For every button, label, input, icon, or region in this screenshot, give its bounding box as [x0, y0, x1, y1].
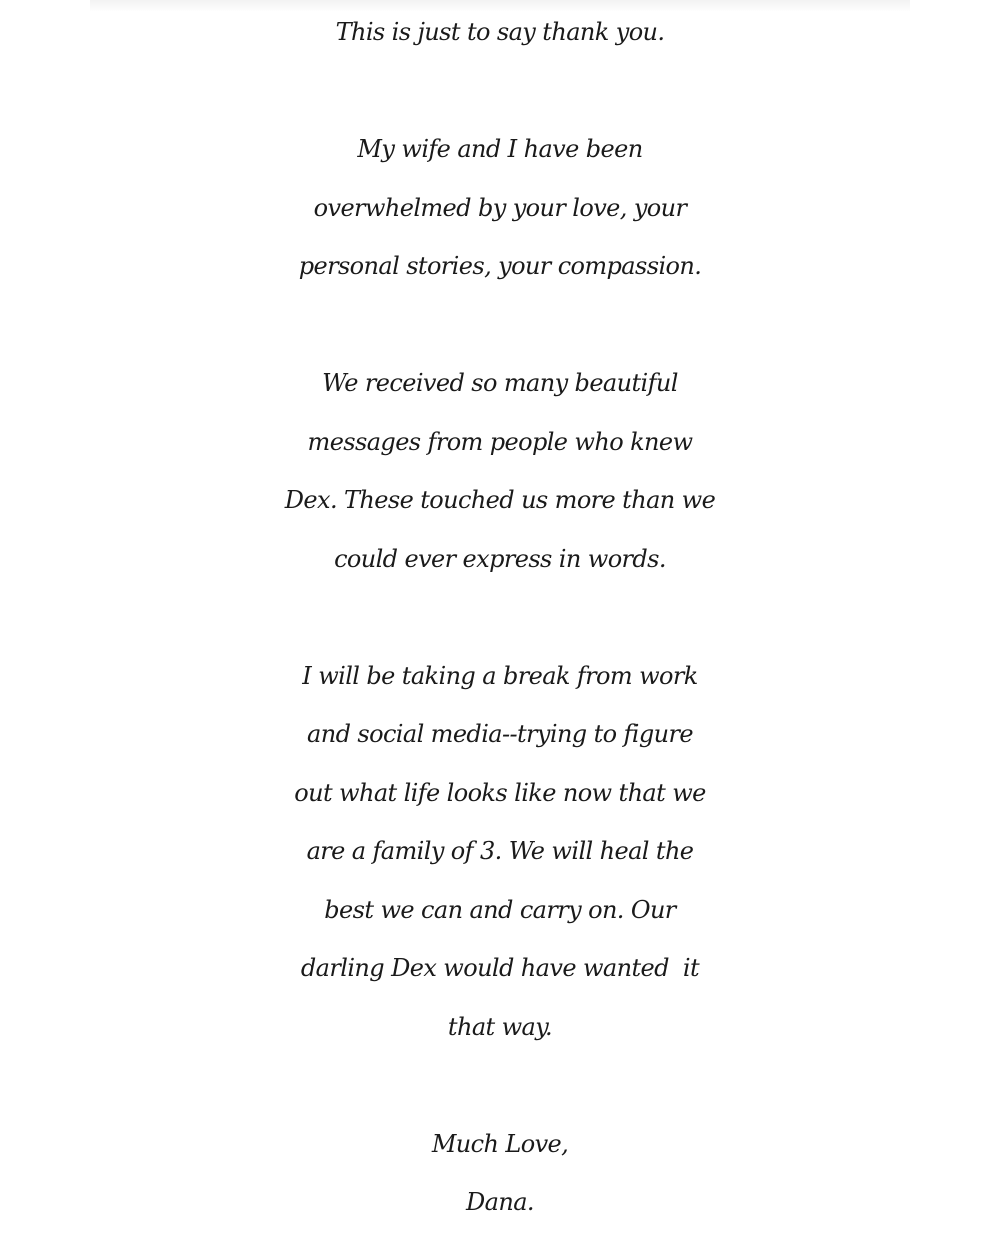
paragraph-2-line-3: Dex. These touched us more than we — [284, 486, 716, 514]
opening-line: This is just to say thank you. — [335, 18, 665, 46]
paragraph-3-line-2: and social media--trying to figure — [307, 720, 693, 748]
paragraph-3-line-3: out what life looks like now that we — [294, 778, 706, 807]
signature: Dana. — [466, 1188, 534, 1216]
paragraph-1 — [0, 120, 1000, 296]
paragraph-1-line-3: personal stories, your compassion. — [298, 252, 702, 280]
paragraph-2-line-2: messages from people who knew — [307, 427, 693, 456]
paragraph-1-line-1: My wife and I have been — [357, 135, 643, 163]
paragraph-3-line-5: best we can and carry on. Our — [324, 895, 676, 924]
closing-line: Much Love, — [431, 1129, 569, 1158]
paragraph-3-line-1: I will be taking a break from work — [302, 661, 698, 690]
paragraph-3 — [0, 647, 1000, 1057]
paragraph-1-line-2: overwhelmed by your love, your — [313, 193, 687, 222]
paragraph-3-line-6: darling Dex would have wanted it — [300, 954, 700, 982]
paragraph-2-line-1: We received so many beautiful — [322, 369, 678, 397]
paragraph-3-line-7: that way. — [447, 1012, 553, 1041]
paragraph-3-line-4: are a family of 3. We will heal the — [306, 837, 694, 865]
paragraph-2 — [0, 354, 1000, 588]
paragraph-2-line-4: could ever express in words. — [334, 544, 666, 573]
